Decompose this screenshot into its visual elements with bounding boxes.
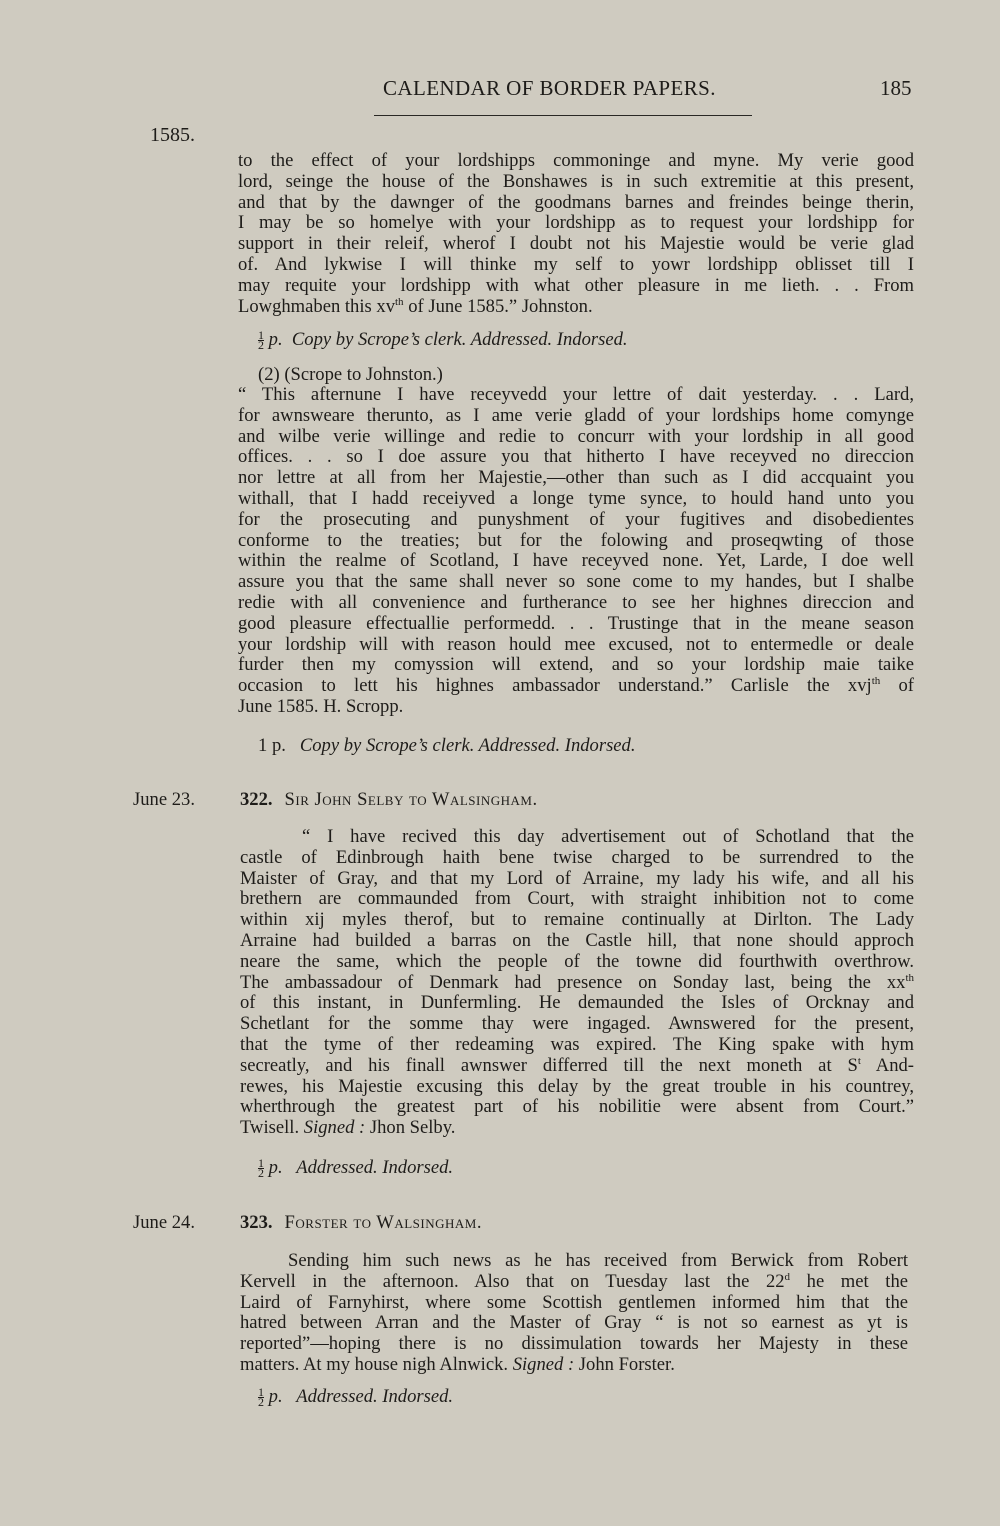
entry-title: Forster to Walsingham. (284, 1212, 482, 1233)
text-line: good pleasure effectuallie performedd. . . Trustinge that in the meane season (238, 612, 914, 634)
text-fragment: of June 1585.” Johnston. (403, 295, 593, 317)
page-count: 1 p. (258, 735, 286, 756)
text-line: of. And lykwise I will thinke my self to yowr lordshipp oblisset till I (238, 253, 914, 275)
entry-date: June 24. (133, 1212, 195, 1233)
text-line: I may be so homelye with your lordshipp as to request your lordshipp for (238, 212, 914, 234)
text-line: June 1585. H. Scropp. (238, 695, 404, 717)
text-line: within xij myles therof, but to remaine continually at Dirlton. The Lady (240, 909, 914, 931)
text-line: offices. . . so I doe assure you that hitherto I have receyved no direccion (238, 446, 914, 468)
text-line: support in their releif, wherof I doubt not his Majestie would be verie glad (238, 233, 914, 255)
fraction-numerator: 1 (258, 328, 264, 343)
text-line: assure you that the same shall never so sone come to my handes, but I shalbe (238, 571, 914, 593)
text-line (240, 1272, 908, 1293)
entry-body (240, 827, 914, 1139)
document-note (258, 1157, 453, 1179)
text-line: and wilbe verie willinge and redie to concurr with your lordship in all good (238, 425, 914, 447)
text-line: brethern are commaunded from Court, with straight inhibition not to come (240, 888, 914, 910)
text-fragment: matters. At my house nigh Alnwick. (240, 1353, 513, 1375)
note-text: Copy by Scrope’s clerk. Addressed. Indorsed. (299, 735, 636, 756)
signed-label: Signed : (303, 1117, 366, 1139)
text-line: conforme to the treaties; but for the folowing and proseqwting of those (238, 529, 914, 551)
text-line: lord, seinge the house of the Bonshawes is in such extremitie at this present, (238, 170, 914, 192)
text-line: Arraine had builded a barras on the Castle hill, that none should approch (240, 929, 914, 951)
text-line: hatred between Arran and the Master of Gray “ is not so earnest as yt is (240, 1312, 908, 1334)
signature-line (240, 1118, 914, 1139)
entry-title: Sir John Selby to Walsingham. (284, 789, 538, 810)
letter-body (238, 385, 914, 718)
text-line: your lordship will with reason hould mee excused, not to entermedle or deale (238, 633, 914, 655)
text-line: Schetlant for the somme thay were ingaged. Awnswered for the present, (240, 1013, 914, 1035)
fraction-denominator: 2 (258, 1395, 264, 1410)
signatory: John Forster. (574, 1353, 675, 1375)
fraction-denominator: 2 (258, 1166, 264, 1181)
superscript: d (784, 1270, 791, 1283)
signatory: Jhon Selby. (365, 1117, 456, 1139)
fraction-numerator: 1 (258, 1156, 264, 1171)
header-rule (374, 115, 752, 116)
entry-date: June 23. (133, 789, 195, 810)
text-line: of this instant, in Dunfermling. He demaunded the Isles of Orcknay and (240, 992, 914, 1014)
text-line: for awnsweare therunto, as I ame verie gladd of your lordships home comynge (238, 404, 914, 426)
document-note (258, 735, 636, 757)
note-text: Addressed. Indorsed. (296, 1386, 454, 1407)
signature-line (240, 1355, 908, 1376)
text-line: “ This afternune I have receyvedd your lettre of dait yesterday. . . Lard, (238, 384, 914, 405)
page-number: 185 (880, 76, 912, 100)
text-line: for the prosecuting and punyshment of your fugitives and disobedientes (238, 508, 914, 530)
page-count: p. (268, 1386, 283, 1407)
note-text: Copy by Scrope’s clerk. Addressed. Indorsed. (291, 329, 628, 350)
text-line: neare the same, which the people of the towne did fourthwith overthrow. (240, 950, 914, 972)
text-fragment: The ambassadour of Denmark had presence on Sonday last, being the xx (240, 971, 906, 993)
text-fragment: occasion to lett his highnes ambassador understand.” Carlisle the xvj (238, 675, 872, 697)
text-fragment: Lowghmaben this xv (238, 295, 395, 317)
text-line: withall, that I hadd receiyved a longe tyme synce, to hould hand unto you (238, 487, 914, 509)
letter-intro: (2) (Scrope to Johnston.) (258, 364, 443, 385)
text-line: “ I have recived this day advertisement out of Schotland that the (302, 826, 914, 847)
text-fragment: Kervell in the afternoon. Also that on Tuesday last the 22 (240, 1270, 785, 1292)
text-line (240, 973, 914, 994)
text-line: castle of Edinbrough haith bene twise charged to be surrendred to the (240, 846, 914, 868)
page-count: p. (268, 1157, 283, 1178)
text-line (238, 297, 914, 318)
fraction-numerator: 1 (258, 1385, 264, 1400)
running-head-title: CALENDAR OF BORDER PAPERS. (383, 76, 716, 100)
signed-label: Signed : (512, 1353, 575, 1375)
text-line: reported”—hoping there is no dissimulation towards her Majesty in these (240, 1333, 908, 1355)
entry-body (240, 1251, 908, 1376)
text-line: and that by the dawnger of the goodmans barnes and freindes beinge therin, (238, 191, 914, 213)
margin-year: 1585. (150, 124, 195, 146)
superscript: th (395, 295, 404, 308)
entry-number: 322. (240, 789, 273, 810)
document-note (258, 329, 628, 351)
text-line: that the tyme of ther redeaming was expired. The King spake with hym (240, 1033, 914, 1055)
entry-heading (240, 789, 538, 811)
text-line: Maister of Gray, and that my Lord of Arraine, my lady his wife, and all his (240, 867, 914, 889)
superscript: t (857, 1054, 861, 1067)
fraction (258, 328, 264, 353)
text-line: within the realme of Scotland, I have receyved none. Yet, Larde, I doe well (238, 550, 914, 572)
letter-continuation (238, 151, 914, 317)
text-line: may requite your lordshipp with what other pleasure in me lieth. . . From (238, 274, 914, 296)
text-line: Sending him such news as he has received from Berwick from Robert (288, 1250, 908, 1271)
text-fragment: Twisell. (240, 1117, 304, 1139)
page-count: p. (268, 329, 283, 350)
text-line: furder then my comyssion will extend, and so your lordship maie taike (238, 654, 914, 676)
text-line: wherthrough the greatest part of his nobilitie were absent from Court.” (240, 1096, 914, 1118)
fraction (258, 1156, 264, 1181)
text-line (238, 676, 914, 697)
entry-number: 323. (240, 1212, 273, 1233)
text-line: redie with all convenience and furtherance to see her highnes direccion and (238, 591, 914, 613)
text-line (240, 1056, 914, 1077)
text-fragment: he met the (790, 1270, 908, 1292)
text-fragment: secreatly, and his finall awnswer differred till the next moneth at S (240, 1054, 858, 1076)
text-line: nor lettre at all from her Majestie,—other than such as I did accquaint you (238, 467, 914, 489)
document-note (258, 1386, 453, 1408)
entry-heading (240, 1212, 482, 1234)
note-text: Addressed. Indorsed. (296, 1157, 454, 1178)
text-line: to the effect of your lordshipps commoninge and myne. My verie good (238, 150, 914, 171)
fraction (258, 1385, 264, 1410)
superscript: th (905, 971, 914, 984)
fraction-denominator: 2 (258, 338, 264, 353)
superscript: th (871, 674, 881, 687)
text-line: rewes, his Majestie excusing this delay by the great trouble in his countrey, (240, 1075, 914, 1097)
text-fragment: And- (860, 1054, 914, 1076)
text-fragment: of (880, 675, 914, 697)
text-line: Laird of Farnyhirst, where some Scottish gentlemen informed him that the (240, 1291, 908, 1313)
